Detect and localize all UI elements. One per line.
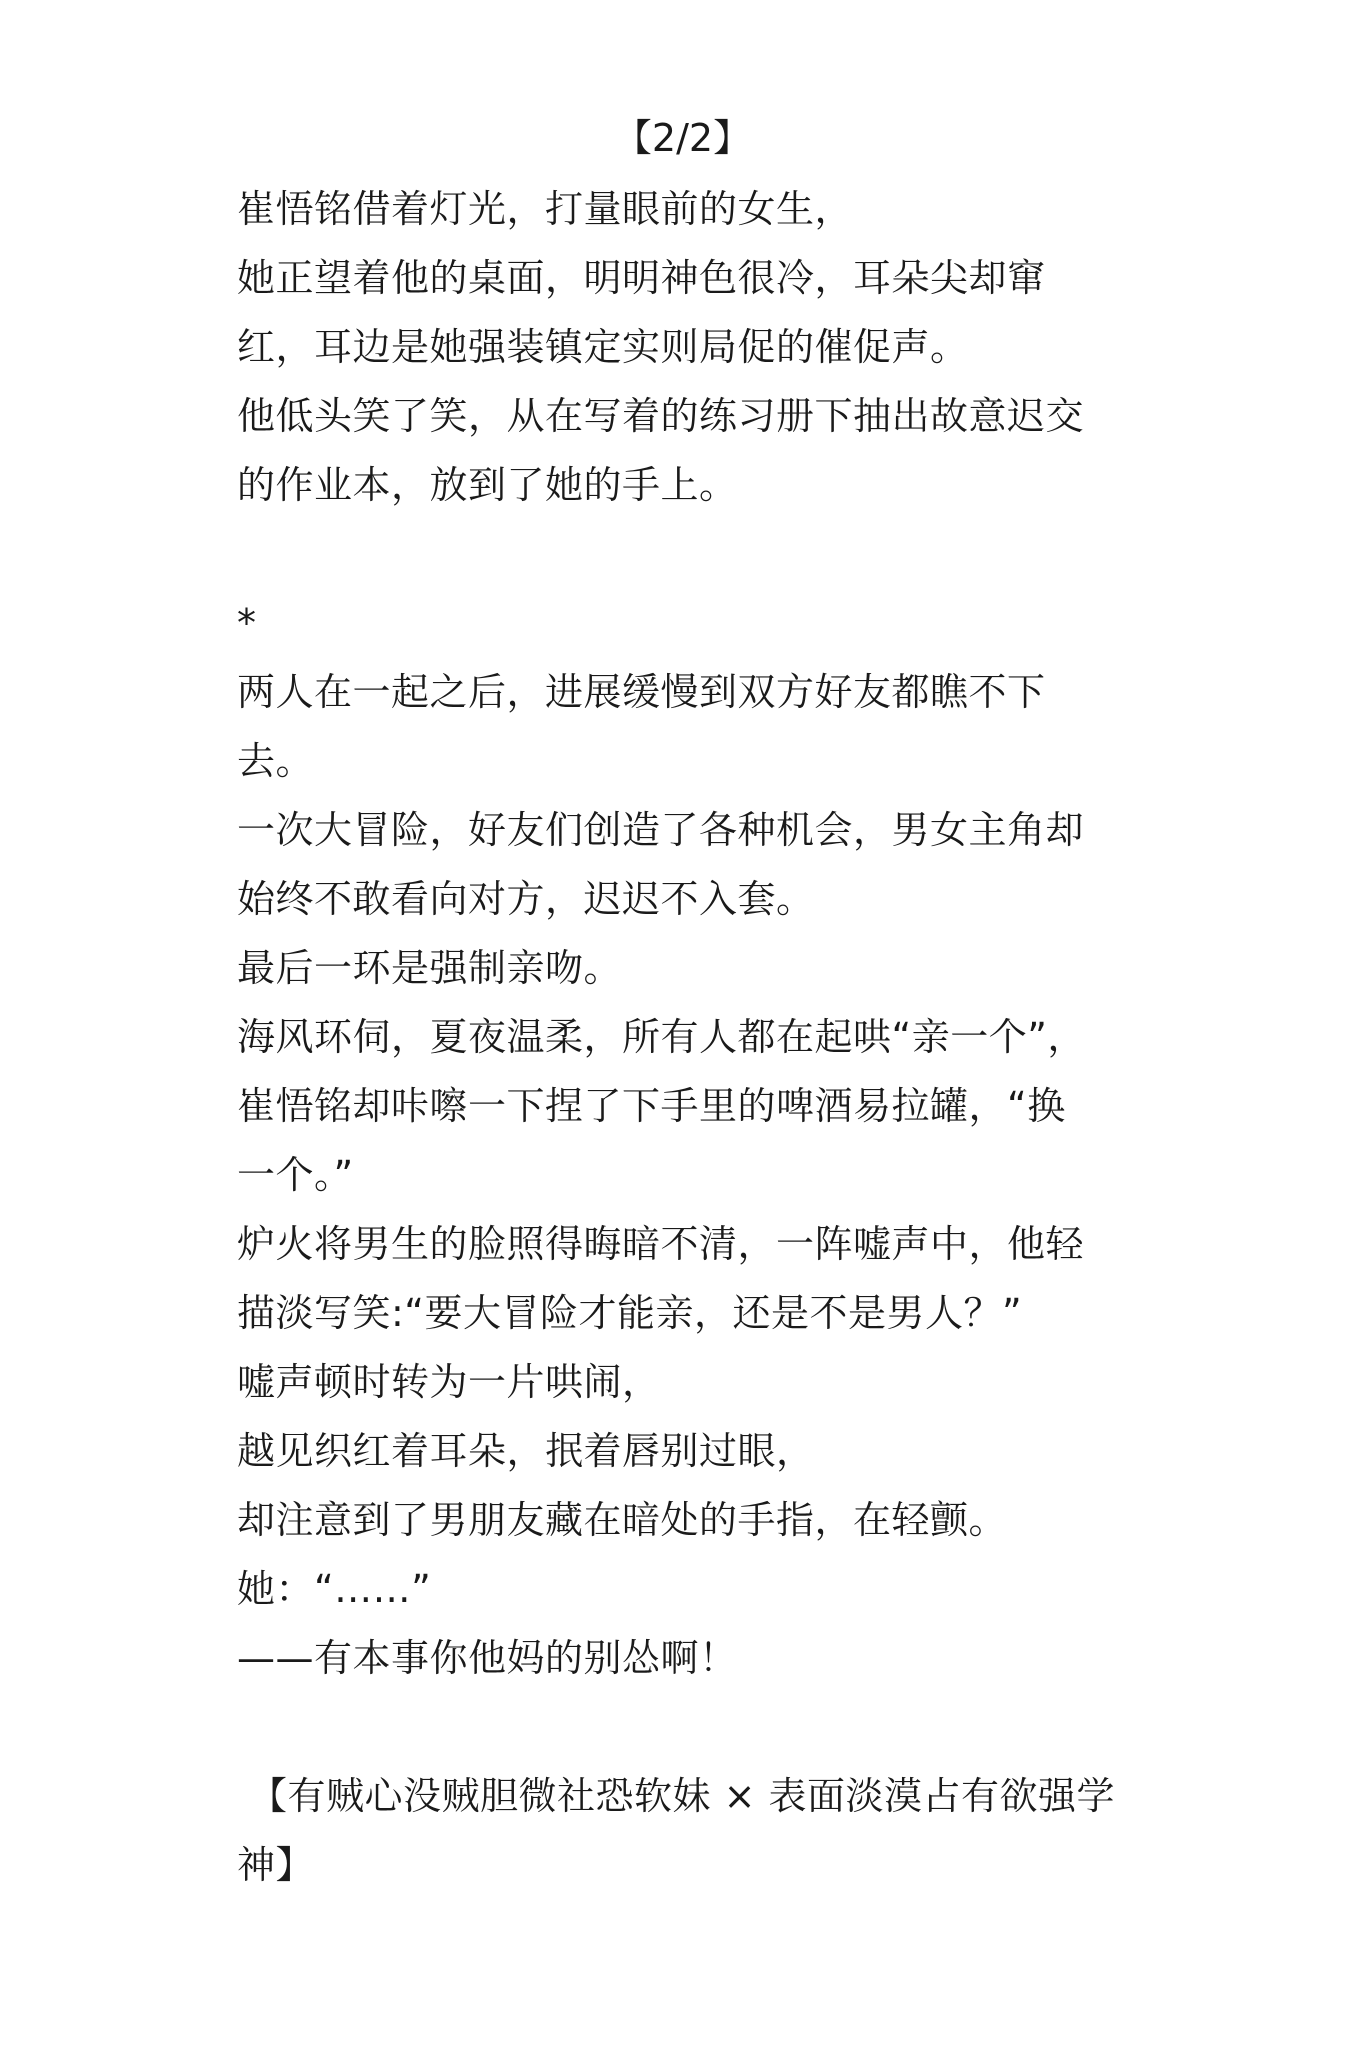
text-line: 去。 [237, 739, 315, 783]
text-line: 却注意到了男朋友藏在暗处的手指，在轻颤。 [237, 1498, 1008, 1542]
section-separator: * [237, 601, 257, 645]
text-line: 崔悟铭借着灯光，打量眼前的女生， [237, 187, 854, 231]
text-line: 海风环伺，夏夜温柔，所有人都在起哄“亲一个”， [237, 1015, 1086, 1059]
text-line: 他低头笑了笑，从在写着的练习册下抽出故意迟交 [237, 394, 1085, 438]
text-line: 红，耳边是她强装镇定实则局促的催促声。 [237, 325, 969, 369]
page-counter-header: 【2/2】 [613, 116, 752, 160]
text-line: 两人在一起之后，进展缓慢到双方好友都瞧不下 [237, 670, 1046, 714]
text-line: 始终不敢看向对方，迟迟不入套。 [237, 877, 815, 921]
text-line: 一个。” [237, 1153, 354, 1197]
text-line: 最后一环是强制亲吻。 [237, 946, 623, 990]
blank-line [237, 520, 1117, 589]
tagline-continuation: 神】 [237, 1843, 315, 1887]
text-line: 炉火将男生的脸照得晦暗不清，一阵嘘声中，他轻 [237, 1222, 1085, 1266]
text-line: 她正望着他的桌面，明明神色很冷，耳朵尖却窜 [237, 256, 1046, 300]
text-line: 的作业本，放到了她的手上。 [237, 463, 738, 507]
text-line: ——有本事你他妈的别怂啊！ [237, 1636, 738, 1680]
story-text [237, 175, 1117, 1900]
text-line: 越见织红着耳朵，抿着唇别过眼， [237, 1429, 815, 1473]
text-line: 描淡写笑:“要大冒险才能亲，还是不是男人？” [237, 1291, 1023, 1335]
text-line: 嘘声顿时转为一片哄闹， [237, 1360, 661, 1404]
text-line: 一次大冒险，好友们创造了各种机会，男女主角却 [237, 808, 1085, 852]
tagline: 【有贼心没贼胆微社恐软妹 × 表面淡漠占有欲强学 [249, 1774, 1116, 1818]
text-line: 崔悟铭却咔嚓一下捏了下手里的啤酒易拉罐，“换 [237, 1084, 1066, 1128]
blank-line [237, 1693, 1117, 1762]
text-line: 她：“……” [237, 1567, 432, 1611]
